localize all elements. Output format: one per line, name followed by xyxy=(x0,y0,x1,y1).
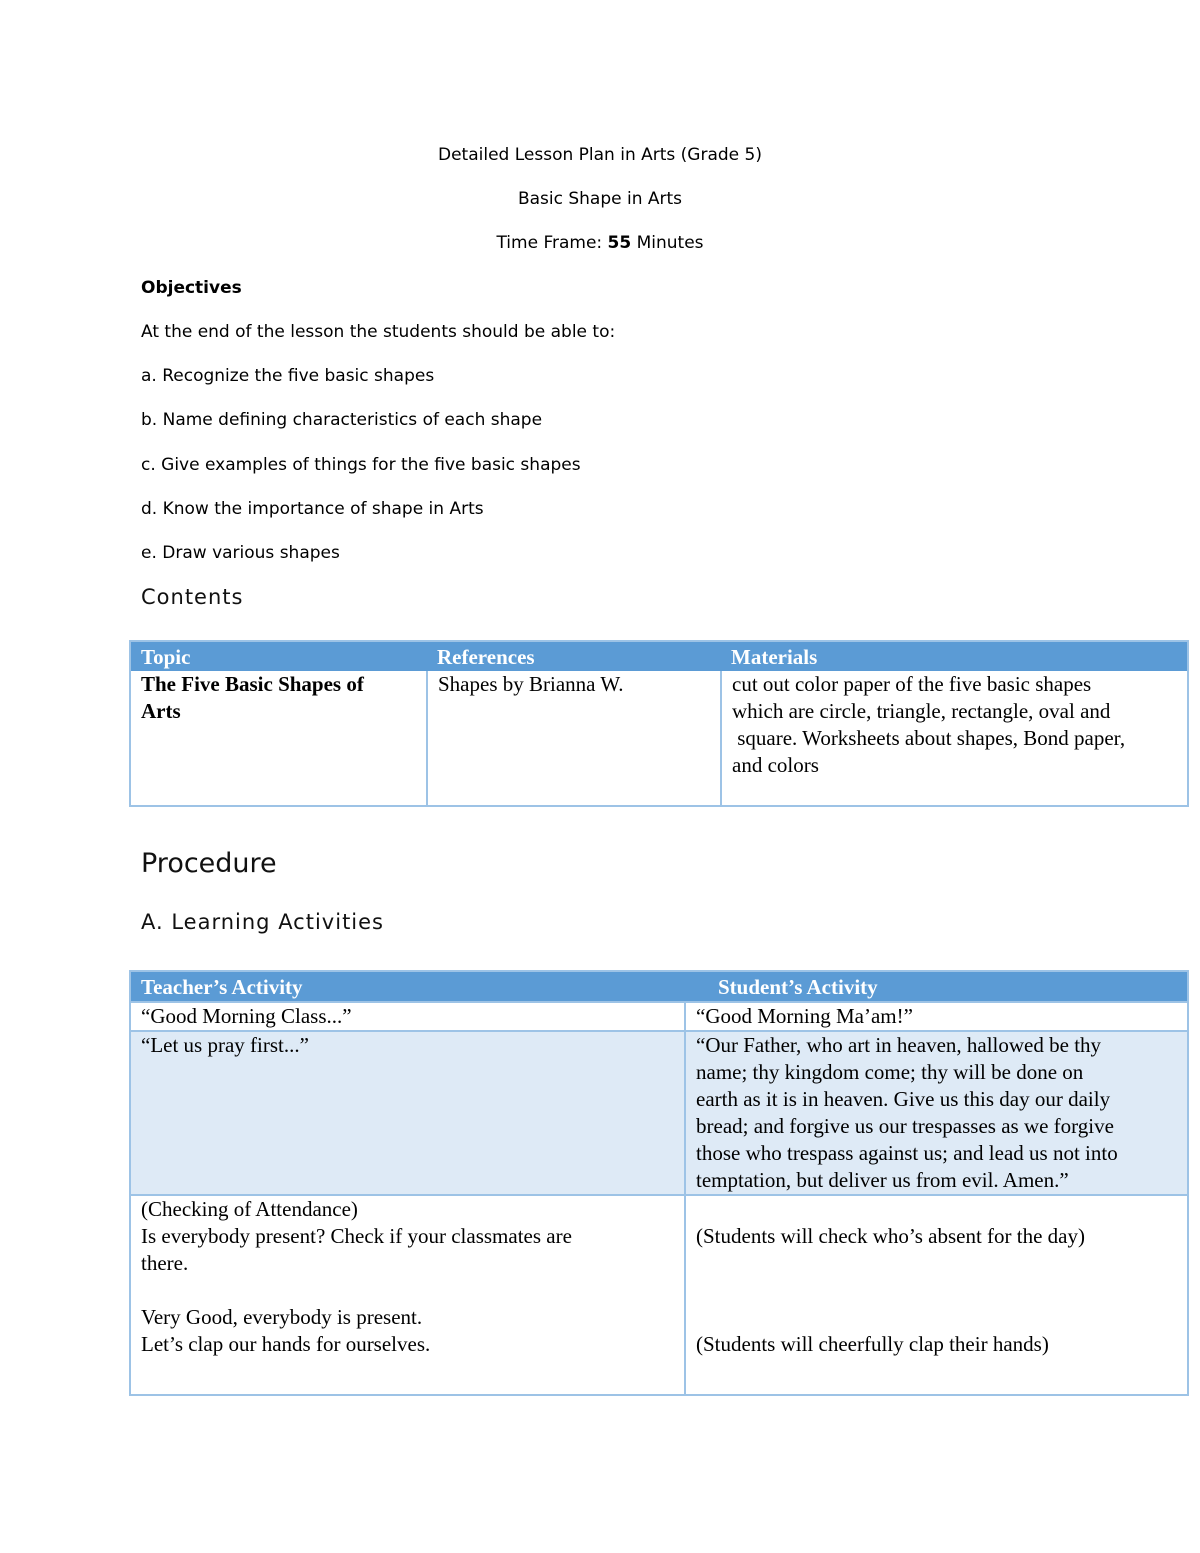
objective-item: d. Know the importance of shape in Arts xyxy=(141,499,484,519)
contents-row xyxy=(130,671,1188,806)
contents-header-row xyxy=(130,641,1188,671)
objective-item: a. Recognize the five basic shapes xyxy=(141,366,435,386)
prayer-line: temptation, but deliver us from evil. Amen.” xyxy=(696,1168,1069,1192)
teacher-activity-cell xyxy=(130,1195,685,1395)
objective-item: c. Give examples of things for the five basic shapes xyxy=(141,455,581,475)
materials-line: square. Worksheets about shapes, Bond paper, xyxy=(732,726,1126,750)
student-activity-cell: “Good Morning Ma’am!” xyxy=(685,1002,1188,1031)
learning-activities-heading: A. Learning Activities xyxy=(141,910,384,934)
spacer xyxy=(696,1196,1177,1223)
contents-heading: Contents xyxy=(141,585,244,609)
materials-line: which are circle, triangle, rectangle, oval and xyxy=(732,699,1111,723)
teacher-line: Is everybody present? Check if your classmates are xyxy=(141,1224,572,1248)
document-title: Detailed Lesson Plan in Arts (Grade 5) xyxy=(438,145,762,165)
column-header-references: References xyxy=(427,641,721,671)
teacher-activity-cell: “Good Morning Class...” xyxy=(130,1002,685,1031)
materials-line: cut out color paper of the five basic shapes xyxy=(732,672,1092,696)
references-cell: Shapes by Brianna W. xyxy=(427,671,721,806)
spacer xyxy=(696,1250,1177,1277)
column-header-topic: Topic xyxy=(130,641,427,671)
spacer xyxy=(696,1304,1177,1331)
teacher-line: (Checking of Attendance) xyxy=(141,1197,358,1221)
objectives-intro: At the end of the lesson the students should be able to: xyxy=(141,322,616,342)
topic-cell: The Five Basic Shapes of Arts xyxy=(130,671,427,806)
student-activity-cell xyxy=(685,1195,1188,1395)
spacer xyxy=(696,1277,1177,1304)
student-activity-cell xyxy=(685,1031,1188,1195)
document-subtitle: Basic Shape in Arts xyxy=(517,189,683,209)
objective-item: e. Draw various shapes xyxy=(141,543,340,563)
activity-row xyxy=(130,1031,1188,1195)
materials-cell xyxy=(721,671,1188,806)
time-frame-label: Time Frame: xyxy=(496,233,608,253)
student-line: (Students will check who’s absent for the day) xyxy=(696,1224,1085,1248)
time-frame-value: 55 xyxy=(607,233,632,253)
prayer-line: “Our Father, who art in heaven, hallowed be thy xyxy=(696,1033,1102,1057)
prayer-line: bread; and forgive us our trespasses as we forgive xyxy=(696,1114,1114,1138)
activity-row xyxy=(130,1195,1188,1395)
materials-line: and colors xyxy=(732,753,819,777)
prayer-line: those who trespass against us; and lead us not into xyxy=(696,1141,1118,1165)
activity-header-row xyxy=(130,971,1188,1002)
teacher-line: Very Good, everybody is present. xyxy=(141,1305,423,1329)
contents-table xyxy=(129,640,1189,807)
prayer-line: name; thy kingdom come; thy will be done on xyxy=(696,1060,1084,1084)
activity-row xyxy=(130,1002,1188,1031)
time-frame xyxy=(0,233,1200,253)
column-header-materials: Materials xyxy=(721,641,1188,671)
teacher-activity-cell: “Let us pray first...” xyxy=(130,1031,685,1195)
student-line: (Students will cheerfully clap their hands) xyxy=(696,1332,1049,1356)
teacher-line: Let’s clap our hands for ourselves. xyxy=(141,1332,431,1356)
teacher-line: there. xyxy=(141,1251,189,1275)
objectives-heading: Objectives xyxy=(141,278,242,298)
column-header-student: Student’s Activity xyxy=(685,971,1188,1002)
prayer-line: earth as it is in heaven. Give us this day our daily xyxy=(696,1087,1111,1111)
column-header-teacher: Teacher’s Activity xyxy=(130,971,685,1002)
objective-item: b. Name defining characteristics of each shape xyxy=(141,410,543,430)
time-frame-unit: Minutes xyxy=(631,233,704,253)
spacer xyxy=(141,1277,674,1304)
activity-table xyxy=(129,970,1189,1396)
procedure-heading: Procedure xyxy=(141,848,277,879)
